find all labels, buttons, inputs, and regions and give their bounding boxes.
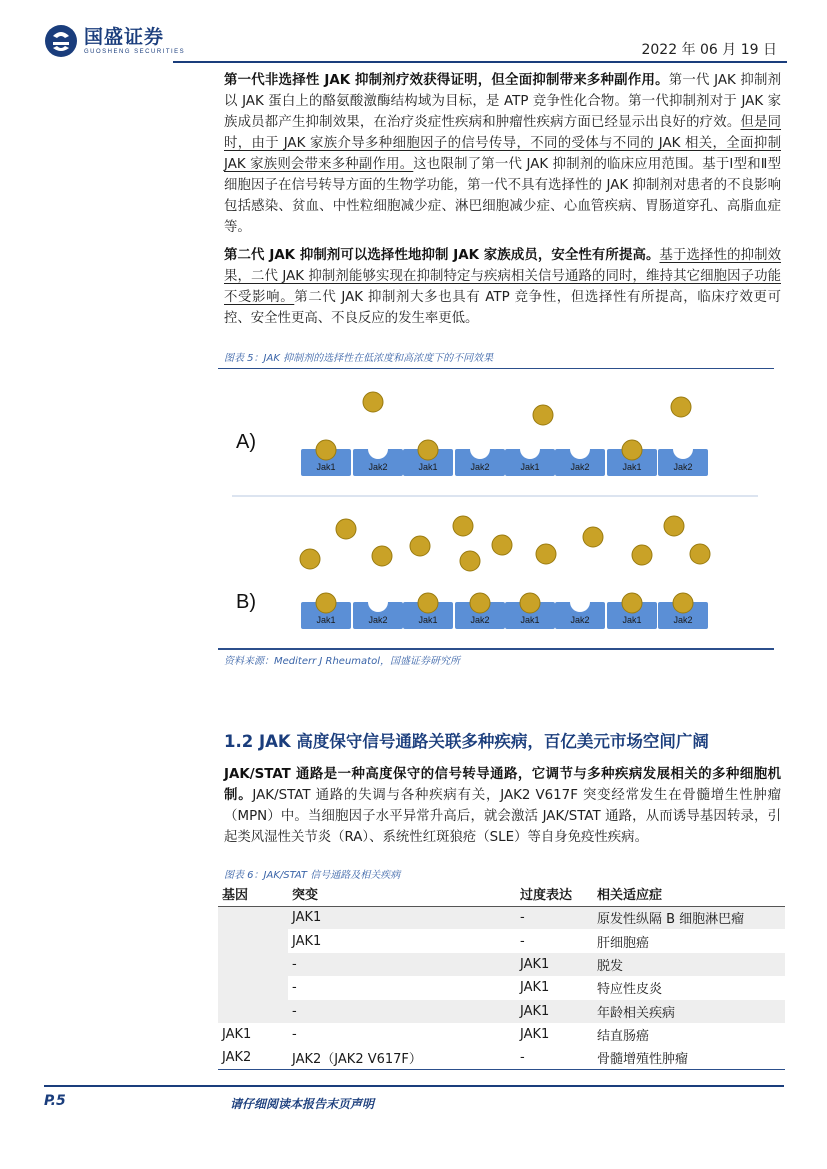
inhibitor-molecule (460, 551, 480, 571)
inhibitor-molecule (520, 593, 540, 613)
panel-b-group (300, 516, 710, 629)
panel-a-label: A) (236, 431, 256, 453)
inhibitor-molecule (673, 593, 693, 613)
cell-mutation: - (292, 1027, 297, 1043)
figure5-caption: 图表 5：JAK 抑制剂的选择性在低浓度和高浓度下的不同效果 (224, 353, 494, 364)
panel-b-label: B) (236, 591, 256, 613)
jak-receptor-label: Jak2 (368, 462, 388, 472)
jak-receptor-label: Jak1 (520, 615, 540, 625)
cell-gene: JAK1 (218, 1023, 288, 1046)
jak-selectivity-diagram (218, 372, 774, 648)
cell-mutation: - (288, 953, 516, 976)
jak-receptor-label: Jak1 (622, 615, 642, 625)
table-row (218, 1046, 785, 1069)
cell-gene: JAK2 (218, 1046, 288, 1069)
jak-receptor-label: Jak1 (520, 462, 540, 472)
jak-receptor-label: Jak1 (316, 462, 336, 472)
footer-divider (44, 1085, 784, 1087)
cell-gene (218, 953, 288, 976)
para3-text: JAK/STAT 通路的失调与各种疾病有关，JAK2 V617F 突变经常发生在骨髓增生性肿瘤（MPN）中。当细胞因子水平异常升高后，就会激活 JAK/STAT 通路，从而诱导基因转录，引起类风湿性关节炎（RA）、系统性红斑狼疮（SLE）等自身免疫性疾病。 (224, 788, 782, 845)
cell-overexpression: JAK1 (520, 1027, 550, 1043)
inhibitor-molecule (536, 544, 556, 564)
para1-text2: 这也限制了第一代 JAK 抑制剂的临床应用范围。基于Ⅰ型和Ⅱ型细胞因子在信号转导方面的生物学功能，第一代不具有选择性的 JAK 抑制剂对患者的不良影响包括感染、贫血、中性粒细胞减少症、淋巴细胞减少症、心血管疾病、胃肠道穿孔、高脂血症等。 (224, 157, 781, 235)
paragraph-first-gen-jak (224, 70, 781, 238)
company-logo (44, 24, 185, 58)
jak-receptor-label: Jak2 (673, 615, 693, 625)
cell-indication: 骨髓增殖性肿瘤 (593, 1046, 785, 1069)
cell-indication: 结直肠癌 (597, 1029, 650, 1045)
jak-receptor-label: Jak1 (418, 462, 438, 472)
cell-indication: 特应性皮炎 (597, 982, 663, 998)
inhibitor-molecule (336, 519, 356, 539)
table-row (218, 929, 785, 952)
inhibitor-molecule (533, 405, 553, 425)
logo-mark-icon (44, 24, 78, 58)
para1-underlined: 但是同时，由于 JAK 家族介导多种细胞因子的信号传导，不同的受体与不同的 JAK 相关，全面抑制 JAK 家族则会带来多种副作用。 (224, 115, 782, 172)
cell-gene (218, 976, 288, 999)
inhibitor-molecule (300, 549, 320, 569)
jak-receptor-label: Jak2 (673, 462, 693, 472)
table-header-row (218, 882, 785, 906)
footer-disclaimer-note: 请仔细阅读本报告末页声明 (230, 1097, 375, 1111)
table-row (218, 953, 785, 976)
cell-overexpression: - (516, 906, 593, 929)
logo-chinese-name: 国盛证券 (84, 26, 165, 48)
inhibitor-molecule (372, 546, 392, 566)
cell-indication: 年龄相关疾病 (593, 1000, 785, 1023)
inhibitor-molecule (316, 440, 336, 460)
header-mutation: 突变 (288, 882, 516, 906)
header-divider (173, 61, 787, 63)
jak-receptor-label: Jak2 (470, 462, 490, 472)
cell-indication: 脱发 (593, 953, 785, 976)
inhibitor-molecule (671, 397, 691, 417)
para3-bold-lead: JAK/STAT 通路是一种高度保守的信号转导通路，它调节与多种疾病发展相关的多种细胞机制。 (224, 767, 781, 803)
header-gene: 基因 (218, 882, 288, 906)
inhibitor-molecule (492, 535, 512, 555)
inhibitor-molecule (632, 545, 652, 565)
cell-overexpression: JAK1 (516, 953, 593, 976)
cell-gene (218, 906, 288, 929)
inhibitor-molecule (622, 593, 642, 613)
cell-indication: 肝细胞癌 (597, 935, 650, 951)
jak-receptor-label: Jak2 (570, 462, 590, 472)
table-row (218, 976, 785, 999)
page-number: P.5 (44, 1093, 66, 1109)
table-row (218, 906, 785, 929)
header-overexpression: 过度表达 (516, 882, 593, 906)
cell-indication: 原发性纵隔 B 细胞淋巴瘤 (593, 906, 785, 929)
cell-mutation: JAK1 (288, 906, 516, 929)
cell-mutation: - (288, 1000, 516, 1023)
figure5-source: 资料来源：Mediterr J Rheumatol，国盛证券研究所 (224, 656, 460, 667)
paragraph-jak-stat (224, 764, 781, 848)
paragraph-second-gen-jak (224, 245, 781, 329)
cell-mutation: JAK2（JAK2 V617F） (288, 1046, 516, 1069)
jak-receptor-label: Jak2 (470, 615, 490, 625)
jak-receptor-label: Jak2 (570, 615, 590, 625)
jak-stat-disease-table (218, 882, 785, 1070)
cell-mutation: JAK1 (292, 933, 322, 949)
cell-mutation: - (292, 980, 297, 996)
logo-english-name: GUOSHENG SECURITIES (84, 49, 186, 55)
table-row (218, 1023, 785, 1046)
inhibitor-molecule (470, 593, 490, 613)
para2-text: 第二代 JAK 抑制剂大多也具有 ATP 竞争性，但选择性有所提高，临床疗效更可控、安全性更高、不良反应的发生率更低。 (224, 290, 781, 326)
para2-bold-lead: 第二代 JAK 抑制剂可以选择性地抑制 JAK 家族成员，安全性有所提高。 (224, 248, 660, 263)
para1-text1: 第一代 JAK 抑制剂以 JAK 蛋白上的酪氨酸激酶结构域为目标，是 ATP 竞争性化合物。第一代抑制剂对于 JAK 家族成员都产生抑制效果，在治疗炎症性疾病和肿瘤性疾病方面已经显示出良好的疗效。 (224, 73, 782, 130)
inhibitor-molecule (690, 544, 710, 564)
inhibitor-molecule (418, 440, 438, 460)
para2-underlined: 基于选择性的抑制效果，二代 JAK 抑制剂能够实现在抑制特定与疾病相关信号通路的同时，维持其它细胞因子功能不受影响。 (224, 248, 782, 305)
jak-receptor-label: Jak1 (622, 462, 642, 472)
cell-gene (218, 929, 288, 952)
cell-overexpression: - (520, 933, 525, 949)
para1-bold-lead: 第一代非选择性 JAK 抑制剂疗效获得证明，但全面抑制带来多种副作用。 (224, 73, 669, 88)
cell-overexpression: - (516, 1046, 593, 1069)
panel-a-group (301, 392, 708, 476)
cell-gene (218, 1000, 288, 1023)
table6-caption: 图表 6：JAK/STAT 信号通路及相关疾病 (224, 870, 401, 881)
cell-overexpression: JAK1 (520, 980, 550, 996)
inhibitor-molecule (363, 392, 383, 412)
report-date: 2022 年 06 月 19 日 (641, 42, 777, 58)
figure5-top-rule (218, 368, 774, 369)
jak-receptor-label: Jak1 (418, 615, 438, 625)
cell-overexpression: JAK1 (516, 1000, 593, 1023)
jak-receptor-label: Jak1 (316, 615, 336, 625)
inhibitor-molecule (410, 536, 430, 556)
figure5-diagram (218, 372, 774, 648)
inhibitor-molecule (418, 593, 438, 613)
jak-receptor-label: Jak2 (368, 615, 388, 625)
inhibitor-molecule (453, 516, 473, 536)
table-row (218, 1000, 785, 1023)
inhibitor-molecule (316, 593, 336, 613)
inhibitor-molecule (622, 440, 642, 460)
inhibitor-molecule (664, 516, 684, 536)
figure5-bottom-rule (218, 648, 774, 650)
inhibitor-molecule (583, 527, 603, 547)
header-indication: 相关适应症 (593, 882, 785, 906)
section-heading: 1.2 JAK 高度保守信号通路关联多种疾病，百亿美元市场空间广阔 (224, 732, 709, 751)
